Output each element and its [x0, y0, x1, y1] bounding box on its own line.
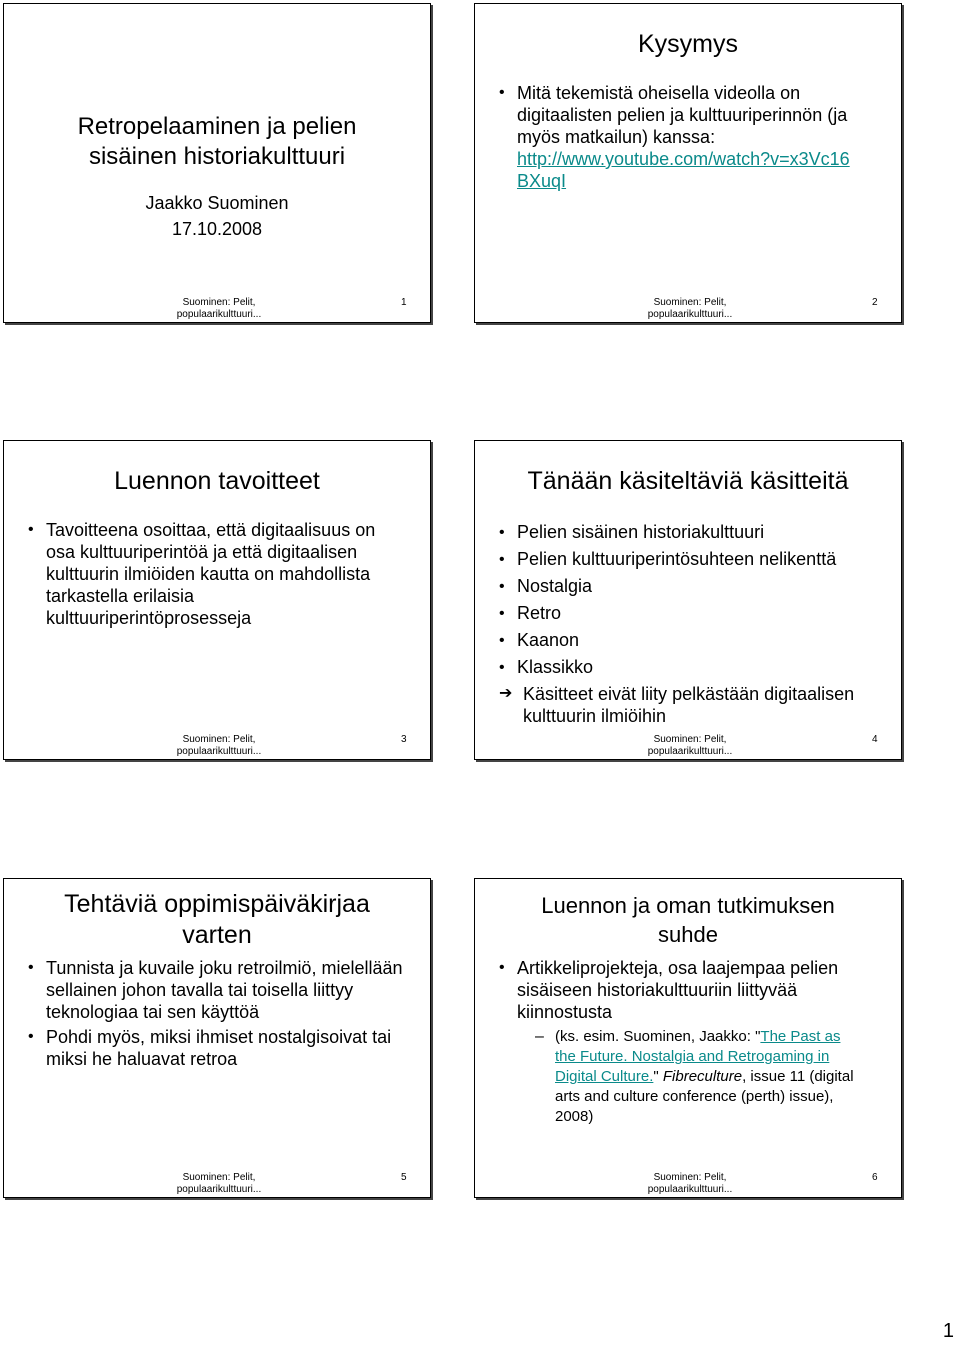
- slide-number: 5: [401, 1172, 407, 1183]
- slide-footer: Suominen: Pelit, populaarikulttuuri...: [176, 1172, 262, 1195]
- sub-list: [517, 1027, 865, 1127]
- list-item: • Retro: [495, 600, 885, 627]
- video-link[interactable]: http://www.youtube.com/watch?v=x3Vc16 BXuqI: [517, 149, 850, 191]
- bullet-list: [24, 957, 404, 1070]
- slide-title: Kysymys: [638, 30, 738, 58]
- arrow-list-item: ➔ Käsitteet eivät liity pelkästään digitaalisen kulttuurin ilmiöihin: [495, 683, 885, 727]
- slide-6: [474, 878, 902, 1198]
- slide-footer: Suominen: Pelit, populaarikulttuuri...: [176, 734, 262, 757]
- slide-number: 3: [401, 734, 407, 745]
- slide-footer: Suominen: Pelit, populaarikulttuuri...: [176, 297, 262, 320]
- slide-title: Tehtäviä oppimispäiväkirjaa varten: [64, 890, 370, 949]
- list-item: • Tavoitteena osoittaa, että digitaalisuus on osa kulttuuriperintöä ja että digitaalisen kulttuurin ilmiöiden kautta on mahdollista tarkastella erilaisia kulttuuriperintöprosesseja: [24, 519, 404, 629]
- list-item: • Pohdi myös, miksi ihmiset nostalgisoivat tai miksi he haluavat retroa: [24, 1026, 404, 1070]
- slide-number: 4: [872, 734, 878, 745]
- slide-title: Luennon tavoitteet: [114, 467, 320, 495]
- sub-list-item: – (ks. esim. Suominen, Jaakko: "The Past as the Future. Nostalgia and Retrogaming in Digital Culture." Fibreculture, issue 11 (digital arts and culture conference (perth) issue), 2008): [517, 1027, 865, 1127]
- list-item: • Tunnista ja kuvaile joku retroilmiö, mielellään sellainen johon tavalla tai toisella liittyy teknologiaa tai sen käyttöä: [24, 957, 404, 1023]
- slide-2: [474, 3, 902, 323]
- slide-author: Jaakko Suominen 17.10.2008: [145, 193, 289, 239]
- list-item: • Kaanon: [495, 627, 885, 654]
- list-item: • Pelien kulttuuriperintösuhteen nelikenttä: [495, 546, 885, 573]
- slide-title: Retropelaaminen ja pelien sisäinen historiakulttuuri: [77, 113, 357, 170]
- bullet-list: [24, 519, 404, 629]
- slide-1: [3, 3, 431, 323]
- slide-number: 1: [401, 297, 407, 308]
- slide-title: Tänään käsiteltäviä käsitteitä: [527, 467, 849, 495]
- list-item: • Pelien sisäinen historiakulttuuri: [495, 519, 885, 546]
- slide-footer: Suominen: Pelit, populaarikulttuuri...: [647, 1172, 733, 1195]
- slide-4: [474, 440, 902, 760]
- slide-title: Luennon ja oman tutkimuksen suhde: [541, 893, 835, 947]
- bullet-list: [495, 957, 865, 1127]
- list-item: • Klassikko: [495, 654, 885, 681]
- page-number: 1: [942, 1320, 954, 1342]
- list-item: • Artikkeliprojekteja, osa laajempaa pelien sisäiseen historiakulttuuriin liittyvää kiinnostusta – (ks. esim. Suominen, Jaakko: "The Past as the Future. Nostalgia and Retrogaming in Digital Culture." Fibreculture, issue 11 (digital arts and culture conference (perth) issue), 2008): [495, 957, 865, 1127]
- bullet-list: [495, 519, 885, 727]
- slide-3: [3, 440, 431, 760]
- list-item: • Nostalgia: [495, 573, 885, 600]
- slide-number: 6: [872, 1172, 878, 1183]
- slide-5: [3, 878, 431, 1198]
- list-item: • Mitä tekemistä oheisella videolla on digitaalisten pelien ja kulttuuriperinnön (ja myös matkailun) kanssa: http://www.youtube.com/watch?v=x3Vc16 BXuqI: [495, 82, 875, 192]
- slide-footer: Suominen: Pelit, populaarikulttuuri...: [647, 734, 733, 757]
- article-link[interactable]: The Past as the Future. Nostalgia and Retrogaming in Digital Culture.: [555, 1028, 841, 1085]
- slide-footer: Suominen: Pelit, populaarikulttuuri...: [647, 297, 733, 320]
- bullet-list: [495, 82, 875, 192]
- slide-number: 2: [872, 297, 878, 308]
